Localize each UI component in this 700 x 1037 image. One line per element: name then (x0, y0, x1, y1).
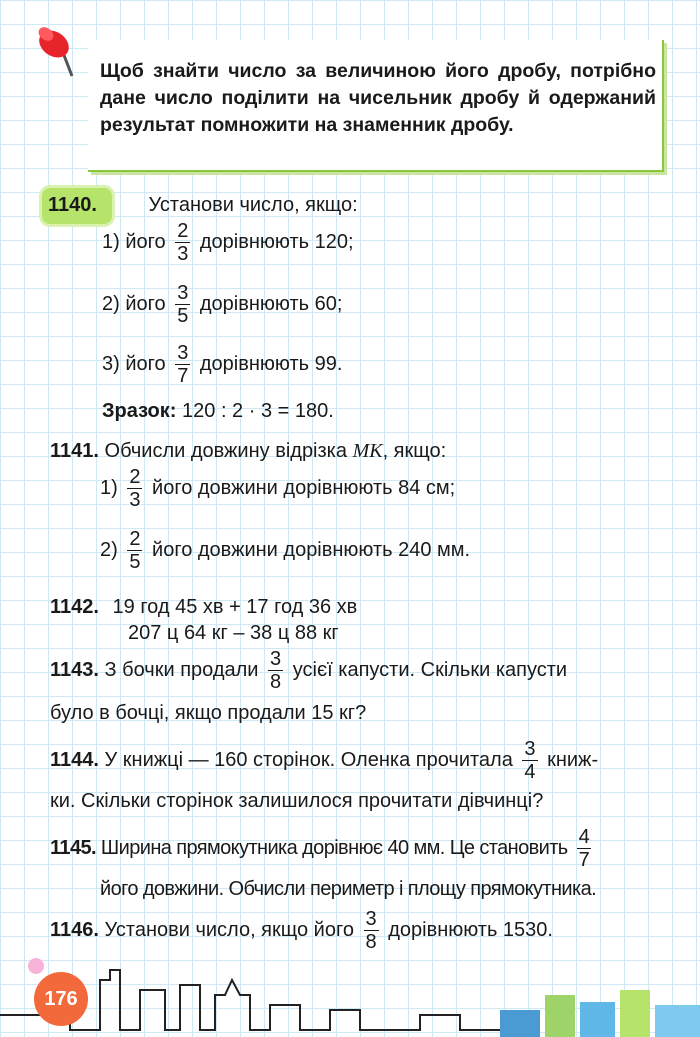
sample-label: Зразок: (102, 400, 177, 422)
fraction: $\frac{3}{4}$ (524, 738, 536, 783)
page-number: 176 (34, 972, 88, 1026)
exercise-1141-item-1 (100, 466, 455, 511)
item-prefix: 1) (100, 476, 118, 499)
exercise-1142-line-2 (128, 622, 339, 645)
exercise-text-cont: книж- (547, 748, 599, 771)
exercise-1141 (50, 440, 446, 463)
item-text: дорівнюють 60; (199, 292, 343, 315)
exercise-intro: Установи число, якщо: (148, 194, 358, 216)
exercise-1140-sample (102, 400, 334, 423)
exercise-1143 (50, 648, 567, 693)
fraction: $\frac{3}{5}$ (177, 282, 189, 327)
fraction: $\frac{4}{7}$ (578, 826, 590, 871)
item-text: дорівнюють 120; (199, 230, 354, 253)
exercise-1144 (50, 738, 598, 783)
fraction: $\frac{2}{5}$ (129, 528, 141, 573)
exercise-1140-item-2 (102, 282, 342, 327)
exercise-intro-end: , якщо: (382, 440, 447, 462)
exercise-number: 1144. (50, 748, 99, 771)
exercise-text: було в бочці, якщо продали 15 кг? (50, 702, 367, 724)
exercise-text: його довжини. Обчисли периметр і площу прямокутника. (100, 878, 597, 900)
exercise-text: ки. Скільки сторінок залишилося прочитати дівчинці? (50, 790, 544, 812)
exercise-intro: Обчисли довжину відрізка (104, 440, 347, 462)
exercise-number: 1143. (50, 658, 99, 681)
exercise-1140 (48, 194, 358, 217)
item-text: його довжини дорівнюють 84 см; (152, 476, 456, 499)
pushpin-icon (32, 20, 88, 80)
segment-label: MK (352, 440, 383, 462)
exercise-number: 1142. (50, 596, 99, 618)
item-prefix: 2) (100, 538, 118, 561)
exercise-1141-item-2 (100, 528, 470, 573)
exercise-number: 1141. (50, 440, 99, 462)
rule-text: Щоб знайти число за величиною його дробу, потрібно дане число поділити на чисельник дробу й одержаний результат помножити на знаменник дробу. (100, 60, 656, 136)
exercise-number: 1140. (48, 194, 97, 216)
fraction: $\frac{3}{8}$ (365, 908, 377, 953)
expression-1: 19 год 45 хв + 17 год 36 хв (112, 596, 358, 618)
fraction: $\frac{2}{3}$ (177, 220, 189, 265)
exercise-text-cont: усієї капусти. Скільки капусти (292, 658, 568, 681)
sample-text: 120 : 2 · 3 = 180. (182, 400, 334, 422)
exercise-1144-line-2 (50, 790, 543, 813)
exercise-1145-line-2 (100, 878, 596, 901)
exercise-text: З бочки продали (104, 658, 259, 681)
exercise-1145 (50, 826, 595, 871)
item-text: його довжини дорівнюють 240 мм. (152, 538, 471, 561)
exercise-text: У книжці — 160 сторінок. Оленка прочитала (104, 748, 513, 771)
exercise-text: Установи число, якщо його (104, 918, 354, 941)
fraction: $\frac{2}{3}$ (129, 466, 141, 511)
item-prefix: 1) його (102, 230, 166, 253)
fraction: $\frac{3}{8}$ (270, 648, 282, 693)
exercise-1140-item-1 (102, 220, 354, 265)
exercise-text-cont: дорівнюють 1530. (388, 918, 553, 941)
exercise-1140-item-3 (102, 342, 342, 387)
item-text: дорівнюють 99. (199, 352, 343, 375)
item-prefix: 3) його (102, 352, 166, 375)
exercise-number: 1146. (50, 918, 99, 941)
exercise-number: 1145. (50, 836, 96, 859)
item-prefix: 2) його (102, 292, 166, 315)
city-skyline-decoration (0, 940, 700, 1037)
fraction: $\frac{3}{7}$ (177, 342, 189, 387)
exercise-text: Ширина прямокутника дорівнює 40 мм. Це становить (100, 836, 568, 859)
expression-2: 207 ц 64 кг – 38 ц 88 кг (128, 622, 339, 644)
exercise-1142 (50, 596, 357, 619)
exercise-1143-line-2 (50, 702, 366, 725)
